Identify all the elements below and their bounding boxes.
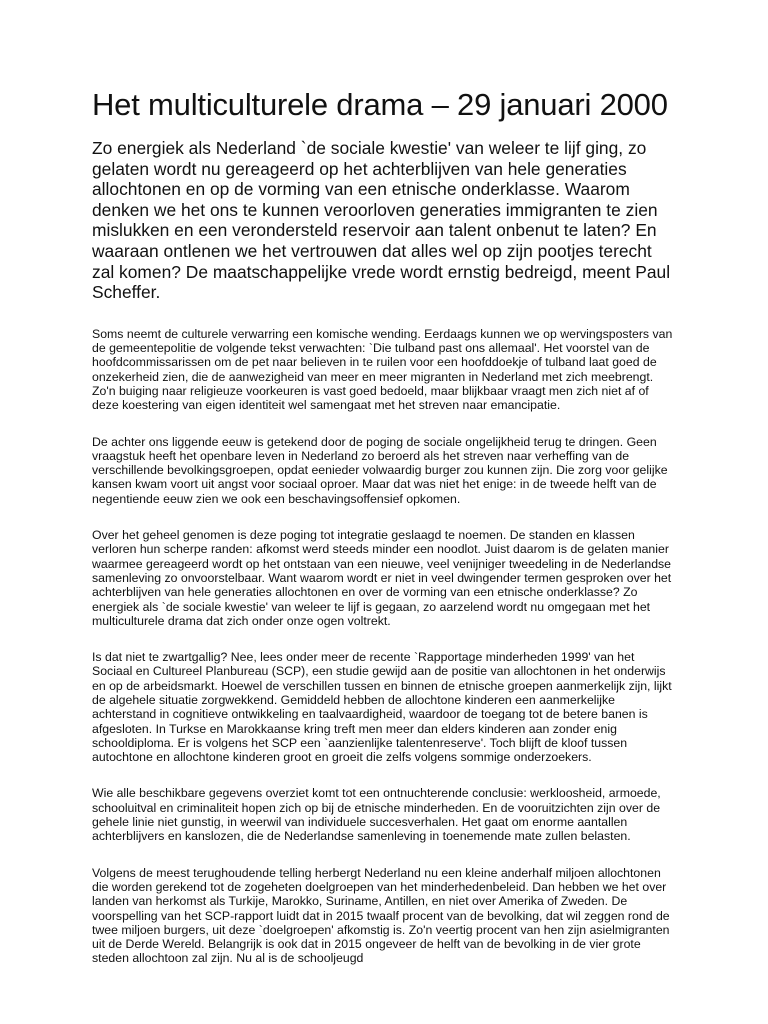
article-paragraph-1: Soms neemt de culturele verwarring een komische wending. Eerdaags kunnen we op wervingsposters van de gemeentepolitie de volgende tekst verwachten: `Die tulband past ons allemaal'. Het voorstel van de hoofdcommissarissen om de pet naar believen in te ruilen voor een hoofddoekje of tulband laat goed de onzekerheid zien, die de aanwezigheid van meer en meer migranten in Nederland met zich meebrengt. Zo'n buiging naar religieuze voorkeuren is vast goed bedoeld, maar blijkbaar vraagt men zich niet af of deze koestering van eigen identiteit wel samengaat met het streven naar emancipatie. — [92, 326, 673, 413]
article-paragraph-4: Is dat niet te zwartgallig? Nee, lees onder meer de recente `Rapportage minderheden 1999' van het Sociaal en Cultureel Planbureau (SCP), een studie gewijd aan de positie van allochtonen in het onderwijs en op de arbeidsmarkt. Hoewel de verschillen tussen en binnen de etnische groepen aanmerkelijk zijn, lijkt de algehele situatie zorgwekkend. Gemiddeld hebben de allochtone kinderen een aanmerkelijke achterstand in cognitieve ontwikkeling en taalvaardigheid, waardoor de toegang tot de betere banen is afgesloten. In Turkse en Marokkaanse kring treft men meer dan elders kinderen aan zonder enig schooldiploma. Er is volgens het SCP een `aanzienlijke talentenreserve'. Toch blijft de kloof tussen autochtone en allochtone kinderen groot en groeit die zelfs volgens sommige onderzoekers. — [92, 650, 672, 765]
article-paragraph-3: Over het geheel genomen is deze poging tot integratie geslaagd te noemen. De standen en klassen verloren hun scherpe randen: afkomst werd steeds minder een noodlot. Juist daarom is de gelaten manier waarmee gereageerd wordt op het ontstaan van een nieuwe, veel venijniger tweedeling in de Nederlandse samenleving zo onvoorstelbaar. Want waarom wordt er niet in veel dwingender termen gesproken over het achterblijven van hele generaties allochtonen en over de vorming van een etnische onderklasse? Zo energiek als `de sociale kwestie' van weleer te lijf is gegaan, zo aarzelend wordt nu omgegaan met het multiculturele drama dat zich onder onze ogen voltrekt. — [92, 528, 672, 628]
article-title: Het multiculturele drama – 29 januari 2000 — [92, 87, 668, 122]
article-paragraph-2: De achter ons liggende eeuw is getekend door de poging de sociale ongelijkheid terug te dringen. Geen vraagstuk heeft het openbare leven in Nederland zo beroerd als het streven naar verheffing van de verschillende bevolkingsgroepen, opdat eenieder volwaardig burger zou kunnen zijn. Die zorg voor gelijke kansen kwam voort uit angst voor sociaal oproer. Maar dat was niet het enige: in de tweede helft van de negentiende eeuw zien we ook een beschavingsoffensief opkomen. — [92, 434, 668, 506]
article-paragraph-5: Wie alle beschikbare gegevens overziet komt tot een ontnuchterende conclusie: werkloosheid, armoede, schooluitval en criminaliteit hopen zich op bij de etnische minderheden. En de vooruitzichten zijn over de gehele linie niet gunstig, in weerwil van individuele succesverhalen. Het gaat om enorme aantallen achterblijvers en kanslozen, die de Nederlandse samenleving in toenemende mate zullen belasten. — [92, 786, 661, 844]
article-lead: Zo energiek als Nederland `de sociale kwestie' van weleer te lijf ging, zo gelaten wordt nu gereageerd op het achterblijven van hele generaties allochtonen en op de vorming van een etnische onderklasse. Waarom denken we het ons te kunnen veroorloven generaties immigranten te zien mislukken en een verondersteld reservoir aan talent onbenut te laten? En waaraan ontlenen we het vertrouwen dat alles wel op zijn pootjes terecht zal komen? De maatschappelijke vrede wordt ernstig bedreigd, meent Paul Scheffer. — [92, 138, 671, 303]
article-paragraph-6: Volgens de meest terughoudende telling herbergt Nederland nu een kleine anderhalf miljoen allochtonen die worden gerekend tot de zogeheten doelgroepen van het minderhedenbeleid. Dan hebben we het over landen van herkomst als Turkije, Marokko, Suriname, Antillen, en niet over Amerika of Zweden. De voorspelling van het SCP-rapport luidt dat in 2015 twaalf procent van de bevolking, dat wil zeggen rond de twee miljoen burgers, uit deze `doelgroepen' afkomstig is. Zo'n veertig procent van hen zijn asielmigranten uit de Derde Wereld. Belangrijk is ook dat in 2015 ongeveer de helft van de bevolking in de vier grote steden allochtoon zal zijn. Nu al is de schooljeugd — [92, 865, 670, 966]
document-page — [92, 86, 677, 988]
